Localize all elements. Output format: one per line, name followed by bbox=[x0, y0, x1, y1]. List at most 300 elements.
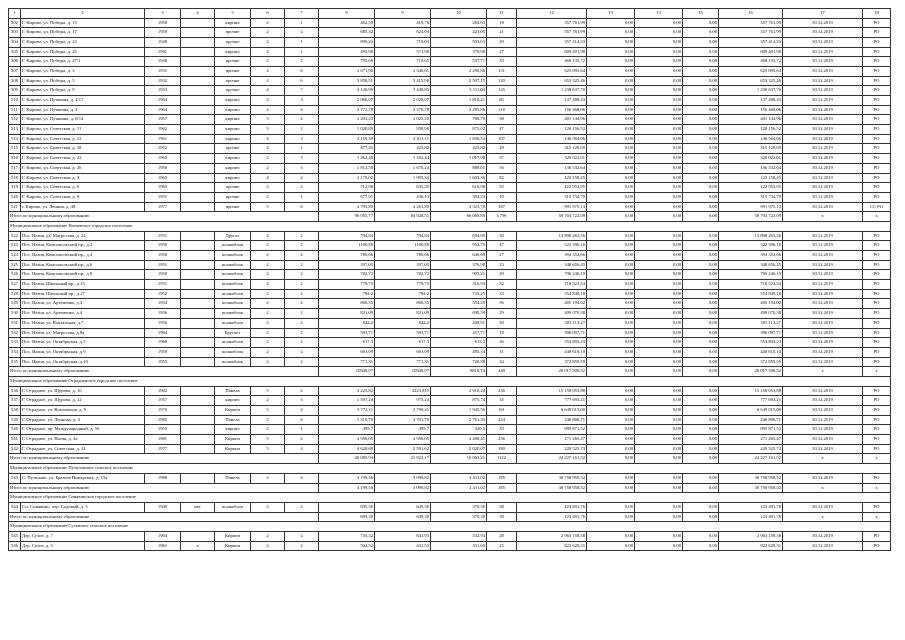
table-cell: 0,00 bbox=[683, 280, 719, 290]
table-cell: 1 bbox=[285, 47, 319, 57]
table-cell: 720,88 bbox=[431, 357, 487, 367]
table-cell: 890,23 bbox=[319, 37, 375, 47]
table-cell: 30.12.2019 bbox=[783, 96, 863, 106]
table-cell: 2 179,02 bbox=[319, 173, 375, 183]
table-cell: шлакоблок bbox=[215, 280, 251, 290]
column-number: 13 bbox=[587, 9, 635, 19]
table-cell: 0,00 bbox=[683, 115, 719, 125]
subtotal-cell: 0,00 bbox=[587, 454, 635, 464]
table-cell: 4 701,70 bbox=[375, 415, 431, 425]
table-cell: 1977 bbox=[145, 444, 181, 454]
table-cell: кирпич bbox=[215, 47, 251, 57]
table-cell: 32 bbox=[487, 280, 517, 290]
table-cell: Дер. Сухое, д. 5 bbox=[21, 541, 145, 551]
table-cell: 107 bbox=[487, 134, 517, 144]
table-cell: 5 bbox=[251, 415, 285, 425]
table-cell: 780,66 bbox=[319, 251, 375, 261]
column-number: 12 bbox=[517, 9, 587, 19]
table-cell: 0,00 bbox=[683, 425, 719, 435]
table-cell: г. Кирово, ул. Ленина, д. 48 bbox=[21, 202, 145, 212]
subtotal-cell: 695,30 bbox=[319, 512, 375, 522]
table-cell bbox=[181, 357, 215, 367]
table-cell: 256 bbox=[487, 435, 517, 445]
table-cell: 958,96 bbox=[375, 125, 431, 135]
table-cell: шлакоблок bbox=[215, 347, 251, 357]
table-cell: 822 629,31 bbox=[517, 541, 587, 551]
table-cell: 1933 bbox=[145, 86, 181, 96]
table-cell: 794,84 bbox=[319, 231, 375, 241]
table-cell: 0,00 bbox=[635, 531, 683, 541]
table-cell: 1956 bbox=[145, 309, 181, 319]
table-cell: 782,72 bbox=[375, 270, 431, 280]
table-body bbox=[9, 9, 891, 551]
table-cell: кирпич bbox=[215, 105, 251, 115]
table-cell bbox=[181, 270, 215, 280]
table-cell: Пос. Назия, ул. Матросова, д.8а bbox=[21, 328, 145, 338]
table-cell: 4 bbox=[251, 96, 285, 106]
table-cell bbox=[181, 192, 215, 202]
column-number: 17 bbox=[783, 9, 863, 19]
table-cell: 30.12.2019 bbox=[783, 183, 863, 193]
table-cell: 405 194,02 bbox=[517, 299, 587, 309]
table-cell: 499 070,38 bbox=[517, 309, 587, 319]
table-cell: Г. Кирово, ул. Победы, д. 27/1 bbox=[21, 57, 145, 67]
table-cell: 0,00 bbox=[635, 37, 683, 47]
table-cell: 2 bbox=[251, 163, 285, 173]
municipality-section-title: Муниципальное образование Путиловское сельское поселение bbox=[9, 464, 891, 474]
table-cell: РО bbox=[863, 115, 891, 125]
table-cell: шлакоблок bbox=[215, 338, 251, 348]
table-cell: 1962 bbox=[145, 125, 181, 135]
table-cell: 518 bbox=[9, 173, 21, 183]
table-cell: 0,00 bbox=[587, 299, 635, 309]
subtotal-cell: х bbox=[783, 483, 863, 493]
subtotal-cell: 0,00 bbox=[635, 483, 683, 493]
table-cell: кирпич bbox=[215, 134, 251, 144]
table-cell: Г. Кирово, ул. Пушкина, д. 4 bbox=[21, 105, 145, 115]
table-cell: Г. Кирово, ул. Победы, д. 25 bbox=[21, 47, 145, 57]
column-number: 5 bbox=[215, 9, 251, 19]
table-cell: 0,00 bbox=[683, 57, 719, 67]
table-cell: 0,00 bbox=[587, 241, 635, 251]
table-cell: 0,00 bbox=[635, 144, 683, 154]
table-cell: 543 bbox=[9, 473, 21, 483]
table-cell: РО bbox=[863, 473, 891, 483]
subtotal-cell: 123 491,76 bbox=[719, 512, 783, 522]
table-cell: 0,00 bbox=[635, 260, 683, 270]
table-cell: РО bbox=[863, 357, 891, 367]
table-cell: 2 066,07 bbox=[319, 96, 375, 106]
table-cell: 462,50 bbox=[319, 18, 375, 28]
table-cell: 0,00 bbox=[587, 270, 635, 280]
table-cell: 18 bbox=[487, 18, 517, 28]
table-cell: 2 963 158,38 bbox=[517, 531, 587, 541]
subtotal-cell: х bbox=[783, 367, 863, 377]
table-cell bbox=[181, 328, 215, 338]
table-cell: 520 bbox=[9, 192, 21, 202]
table-cell: РО bbox=[863, 444, 891, 454]
table-cell: 120 156,52 bbox=[719, 125, 783, 135]
table-cell: 593,63 bbox=[431, 37, 487, 47]
table-row bbox=[9, 18, 891, 28]
table-cell: 1 262,40 bbox=[319, 154, 375, 164]
table-cell bbox=[181, 473, 215, 483]
table-cell: 2 bbox=[285, 270, 319, 280]
table-cell: 2 bbox=[251, 531, 285, 541]
table-cell: 0,00 bbox=[587, 154, 635, 164]
table-cell: 0,00 bbox=[683, 125, 719, 135]
table-cell: 6 649 015,00 bbox=[719, 406, 783, 416]
table-cell: 2 bbox=[251, 57, 285, 67]
table-cell: СС РО bbox=[863, 202, 891, 212]
table-cell: РО bbox=[863, 531, 891, 541]
table-cell: 357 414,33 bbox=[517, 37, 587, 47]
table-cell: 685,32 bbox=[319, 28, 375, 38]
table-cell: 0,00 bbox=[635, 28, 683, 38]
table-cell: 0,00 bbox=[635, 231, 683, 241]
table-cell: 718 523,54 bbox=[719, 280, 783, 290]
table-cell: 0,00 bbox=[683, 96, 719, 106]
table-cell bbox=[181, 57, 215, 67]
table-cell: 30.12.2019 bbox=[783, 318, 863, 328]
municipality-section-title: Муниципальное образование Отрадненское городское поселение bbox=[9, 376, 891, 386]
table-cell: 372 859,59 bbox=[517, 357, 587, 367]
table-cell bbox=[181, 47, 215, 57]
table-cell: Г. Кирово, ул. Советская, д. 12 bbox=[21, 134, 145, 144]
table-cell: 33 bbox=[487, 57, 517, 67]
table-cell bbox=[181, 338, 215, 348]
table-cell: 0,00 bbox=[587, 260, 635, 270]
table-cell: Панель bbox=[215, 386, 251, 396]
table-cell: 1977 bbox=[145, 202, 181, 212]
table-cell: 1 bbox=[285, 37, 319, 47]
table-cell: 477,45 bbox=[319, 144, 375, 154]
table-cell: Пос. Назия, Комсомольский пр., д.2 bbox=[21, 241, 145, 251]
table-cell: 30.12.2019 bbox=[783, 280, 863, 290]
table-cell: 531 bbox=[9, 318, 21, 328]
table-cell: 0,00 bbox=[587, 347, 635, 357]
table-cell: 1 bbox=[285, 18, 319, 28]
table-row bbox=[9, 173, 891, 183]
table-cell: 34 bbox=[487, 357, 517, 367]
table-cell: 735,25 bbox=[431, 289, 487, 299]
table-cell: 236 bbox=[487, 386, 517, 396]
table-cell: 2 bbox=[285, 57, 319, 67]
table-cell: 821,09 bbox=[319, 309, 375, 319]
table-row bbox=[9, 396, 891, 406]
table-cell: РО bbox=[863, 406, 891, 416]
table-cell: кирпич bbox=[215, 115, 251, 125]
table-cell: 0,00 bbox=[683, 473, 719, 483]
table-cell: 1961 bbox=[145, 47, 181, 57]
table-cell: 4 261,89 bbox=[375, 202, 431, 212]
subtotal-cell: 58 704 722,09 bbox=[719, 212, 783, 222]
table-cell: 4 200,41 bbox=[431, 435, 487, 445]
table-cell bbox=[181, 28, 215, 38]
table-cell: 1961 bbox=[145, 134, 181, 144]
table-cell: 624,04 bbox=[375, 28, 431, 38]
table-cell: 784,2 bbox=[375, 289, 431, 299]
table-cell: 320 022,01 bbox=[517, 154, 587, 164]
table-cell: РО bbox=[863, 37, 891, 47]
subtotal-label: Итого по муниципальному образованию bbox=[9, 367, 319, 377]
table-cell: 120 bbox=[487, 76, 517, 86]
table-cell bbox=[181, 318, 215, 328]
table-cell: кирпич bbox=[215, 125, 251, 135]
table-cell: 0,00 bbox=[683, 105, 719, 115]
table-cell: 30.12.2019 bbox=[783, 299, 863, 309]
table-cell: 30.12.2019 bbox=[783, 134, 863, 144]
table-cell: 2 bbox=[285, 289, 319, 299]
table-cell: 4 bbox=[285, 406, 319, 416]
table-cell: шлакоблок bbox=[215, 260, 251, 270]
table-cell: Пос. Назия, ул. Артеменко, д.4 bbox=[21, 309, 145, 319]
table-cell: 5 bbox=[251, 406, 285, 416]
table-cell: 796 246,19 bbox=[517, 270, 587, 280]
table-cell: 532,94 bbox=[431, 531, 487, 541]
table-cell: 120 156,52 bbox=[517, 125, 587, 135]
table-cell: 85 bbox=[487, 96, 517, 106]
table-cell: 30.12.2019 bbox=[783, 192, 863, 202]
table-cell: 538 bbox=[9, 406, 21, 416]
table-cell: Пос. Назия, Школьный пр., д.15 bbox=[21, 280, 145, 290]
table-cell: 30.12.2019 bbox=[783, 163, 863, 173]
table-cell: 2 bbox=[251, 260, 285, 270]
table-cell: 30.12.2019 bbox=[783, 115, 863, 125]
table-row bbox=[9, 105, 891, 115]
table-cell: Г. Отрадное, ул. Советская, д. 21 bbox=[21, 444, 145, 454]
table-cell: шлакоблок bbox=[215, 357, 251, 367]
table-cell: 537,71 bbox=[431, 57, 487, 67]
municipality-section-row bbox=[9, 376, 891, 386]
table-cell: 625 095,64 bbox=[719, 66, 783, 76]
table-cell: 2 bbox=[251, 338, 285, 348]
table-cell: 505 bbox=[9, 47, 21, 57]
table-cell: шлакоблок bbox=[215, 270, 251, 280]
table-cell: 1 670,24 bbox=[375, 163, 431, 173]
subtotal-row bbox=[9, 367, 891, 377]
table-cell: Пос. Назия, Комсомольский пр., д.4 bbox=[21, 251, 145, 261]
table-cell: 6 bbox=[285, 202, 319, 212]
table-cell: 495,7 bbox=[319, 425, 375, 435]
table-cell: Г. Кирово, ул. Советская, д. 8 bbox=[21, 192, 145, 202]
table-cell: 540 bbox=[9, 425, 21, 435]
table-cell bbox=[181, 260, 215, 270]
table-cell: 0,00 bbox=[587, 76, 635, 86]
table-cell: 641,93 bbox=[375, 531, 431, 541]
table-cell: 522 bbox=[9, 231, 21, 241]
table-row bbox=[9, 347, 891, 357]
table-cell: 2 bbox=[285, 241, 319, 251]
table-cell: 7 bbox=[285, 86, 319, 96]
table-cell: 530 bbox=[9, 309, 21, 319]
table-cell: 1964 bbox=[145, 105, 181, 115]
table-cell: 0,00 bbox=[683, 183, 719, 193]
table-cell: 617,3 bbox=[319, 338, 375, 348]
table-row bbox=[9, 154, 891, 164]
table-cell bbox=[181, 425, 215, 435]
table-cell: 30.12.2019 bbox=[783, 231, 863, 241]
table-cell: 2 761,35 bbox=[431, 415, 487, 425]
table-cell: 33 bbox=[487, 289, 517, 299]
table-cell: 3 bbox=[251, 473, 285, 483]
table-cell: 13 898 263,56 bbox=[517, 231, 587, 241]
subtotal-cell: 20 017 508,52 bbox=[719, 367, 783, 377]
table-cell: 397,03 bbox=[375, 260, 431, 270]
table-cell: 521 bbox=[9, 202, 21, 212]
table-cell: 0,00 bbox=[635, 115, 683, 125]
table-cell: 0,00 bbox=[587, 289, 635, 299]
table-cell: 0,00 bbox=[635, 309, 683, 319]
table-cell: 514 bbox=[9, 134, 21, 144]
subtotal-cell: 0,00 bbox=[587, 367, 635, 377]
table-cell: Панель bbox=[215, 415, 251, 425]
table-cell: 0,00 bbox=[683, 66, 719, 76]
table-cell: 610,98 bbox=[431, 183, 487, 193]
table-cell: 0,00 bbox=[683, 541, 719, 551]
table-cell: 2 159,30 bbox=[319, 134, 375, 144]
subtotal-cell: 8810,74 bbox=[431, 367, 487, 377]
subtotal-cell: х bbox=[863, 212, 891, 222]
table-cell: 1959 bbox=[145, 28, 181, 38]
subtotal-cell: 0,00 bbox=[683, 512, 719, 522]
table-cell bbox=[181, 173, 215, 183]
table-cell bbox=[181, 396, 215, 406]
table-cell bbox=[181, 280, 215, 290]
table-cell: 405 194,02 bbox=[719, 299, 783, 309]
column-number: 11 bbox=[487, 9, 517, 19]
table-cell: 2 298,86 bbox=[431, 66, 487, 76]
table-cell: 229 525,73 bbox=[719, 444, 783, 454]
table-cell bbox=[181, 76, 215, 86]
subtotal-row bbox=[9, 483, 891, 493]
table-cell: 30 bbox=[487, 318, 517, 328]
table-cell: 0,00 bbox=[683, 502, 719, 512]
table-cell: 2 bbox=[285, 541, 319, 551]
table-row bbox=[9, 125, 891, 135]
table-cell bbox=[181, 231, 215, 241]
table-cell: 1 995,34 bbox=[375, 173, 431, 183]
table-cell: 0,00 bbox=[587, 444, 635, 454]
table-cell: 710,65 bbox=[375, 57, 431, 67]
table-cell: 779,75 bbox=[319, 280, 375, 290]
table-cell: 1 bbox=[285, 144, 319, 154]
table-cell: 613,3 bbox=[431, 338, 487, 348]
table-cell: 5 772,11 bbox=[319, 406, 375, 416]
table-cell: 2 bbox=[285, 260, 319, 270]
table-cell: 2 bbox=[251, 328, 285, 338]
table-cell: РО bbox=[863, 163, 891, 173]
table-cell: 0,00 bbox=[683, 173, 719, 183]
table-cell: 36 bbox=[487, 299, 517, 309]
table-row bbox=[9, 144, 891, 154]
table-cell: 771,31 bbox=[375, 357, 431, 367]
table-cell: 449,91 bbox=[431, 318, 487, 328]
table-cell: 2 910,24 bbox=[431, 386, 487, 396]
table-cell: 1982 bbox=[145, 386, 181, 396]
table-cell: 0,00 bbox=[635, 347, 683, 357]
table-cell: 0,00 bbox=[635, 357, 683, 367]
table-cell: 0,00 bbox=[635, 318, 683, 328]
subtotal-cell: 58 704 722,09 bbox=[517, 212, 587, 222]
table-cell: 0,00 bbox=[587, 541, 635, 551]
table-cell: 0,00 bbox=[587, 318, 635, 328]
table-cell: 1 605,36 bbox=[431, 173, 487, 183]
table-cell: 320 022,01 bbox=[719, 154, 783, 164]
subtotal-cell: 30 758 958,52 bbox=[719, 483, 783, 493]
table-cell: 30.12.2019 bbox=[783, 541, 863, 551]
table-cell: 640,69 bbox=[431, 251, 487, 261]
table-row bbox=[9, 163, 891, 173]
table-cell: 502 bbox=[9, 18, 21, 28]
table-cell: 0,00 bbox=[587, 473, 635, 483]
table-cell: 33 bbox=[487, 425, 517, 435]
table-cell bbox=[181, 289, 215, 299]
table-cell: 1956 bbox=[145, 163, 181, 173]
table-cell: Г. Кирово, ул. Советская, д. 18 bbox=[21, 144, 145, 154]
subtotal-cell: 96 955,77 bbox=[319, 212, 375, 222]
table-cell: 532 bbox=[9, 328, 21, 338]
table-cell: 2 bbox=[251, 357, 285, 367]
table-cell: 2 bbox=[251, 299, 285, 309]
table-row bbox=[9, 96, 891, 106]
table-cell: 1 671,90 bbox=[319, 66, 375, 76]
table-cell: 784,2 bbox=[319, 289, 375, 299]
table-cell: 2 bbox=[285, 115, 319, 125]
table-row bbox=[9, 328, 891, 338]
table-cell: 553 803,23 bbox=[517, 338, 587, 348]
table-cell: 780,66 bbox=[375, 251, 431, 261]
table-cell: 30.12.2019 bbox=[783, 473, 863, 483]
table-cell: 3 bbox=[251, 125, 285, 135]
table-cell: 30.12.2019 bbox=[783, 18, 863, 28]
table-cell: 2 bbox=[285, 357, 319, 367]
table-cell: 4 bbox=[251, 66, 285, 76]
subtotal-cell: х bbox=[863, 512, 891, 522]
table-cell: 30.12.2019 bbox=[783, 338, 863, 348]
table-cell: 246 806,71 bbox=[517, 415, 587, 425]
table-cell: 0,00 bbox=[635, 289, 683, 299]
table-cell: Г. Кирово, ул. Победы, д. 9 bbox=[21, 86, 145, 96]
table-cell: Г. Кирово, ул. Советская, д. 26 bbox=[21, 163, 145, 173]
table-cell: 2 bbox=[251, 18, 285, 28]
table-cell: 0,00 bbox=[635, 105, 683, 115]
table-cell: 0,00 bbox=[635, 338, 683, 348]
table-cell: 123 491,76 bbox=[719, 502, 783, 512]
table-row bbox=[9, 241, 891, 251]
table-cell: 1 238 637,70 bbox=[719, 86, 783, 96]
table-cell: 118 bbox=[487, 105, 517, 115]
table-cell: 952,75 bbox=[431, 241, 487, 251]
table-cell: 0,00 bbox=[683, 289, 719, 299]
table-cell: 0,00 bbox=[635, 76, 683, 86]
table-cell: 822 629,31 bbox=[719, 541, 783, 551]
table-row bbox=[9, 192, 891, 202]
table-cell bbox=[181, 183, 215, 193]
table-cell: 0,00 bbox=[683, 28, 719, 38]
subtotal-cell: 1122 bbox=[487, 454, 517, 464]
table-cell: 2 bbox=[285, 338, 319, 348]
table-cell: 25 bbox=[487, 541, 517, 551]
table-cell: 3223,815 bbox=[375, 386, 431, 396]
table-cell: 0,00 bbox=[587, 386, 635, 396]
table-cell: 571,98 bbox=[375, 47, 431, 57]
table-cell: 609 401,98 bbox=[517, 47, 587, 57]
table-cell: 2 bbox=[285, 125, 319, 135]
table-cell: 593,71 bbox=[319, 328, 375, 338]
table-cell: 1 bbox=[285, 192, 319, 202]
table-cell: 0,00 bbox=[635, 18, 683, 28]
